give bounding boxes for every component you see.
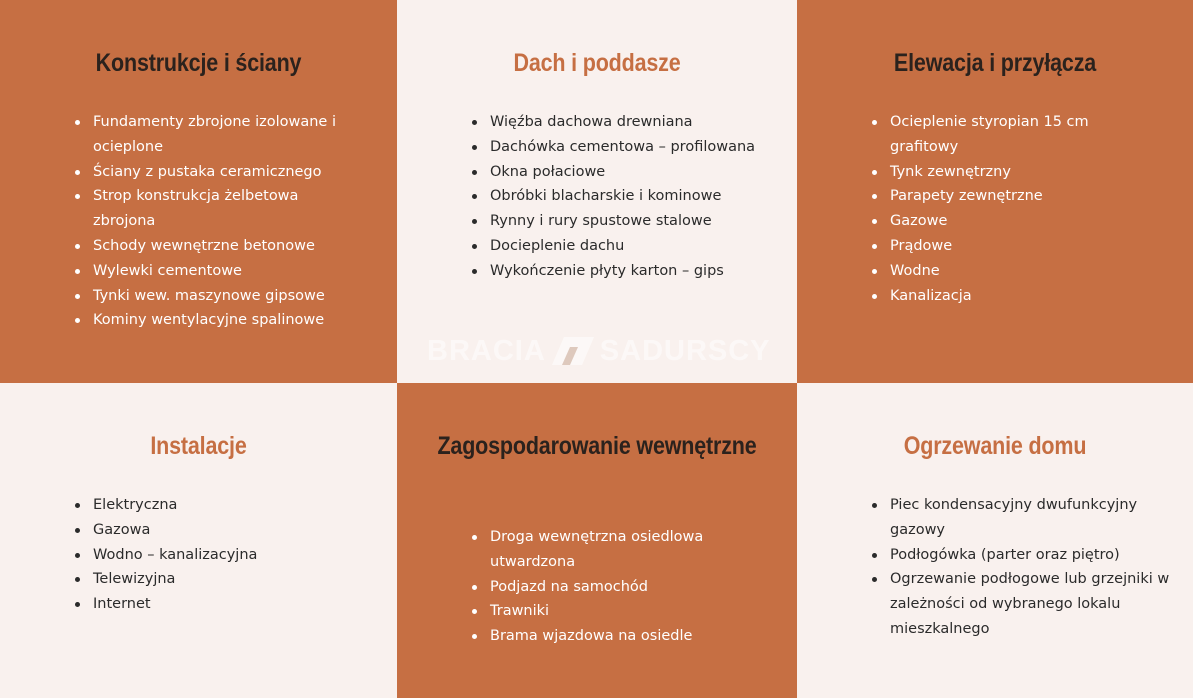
feature-list [75,493,365,617]
list-item: Tynk zewnętrzny [872,160,1152,185]
list-item: Ocieplenie styropian 15 cm grafitowy [872,110,1152,160]
list-item: Wodno – kanalizacyjna [75,543,365,568]
feature-list [472,110,772,284]
section-title: Dach i poddasze [513,49,681,77]
list-item: Ściany z pustaka ceramicznego [75,160,365,185]
list-item: Piec kondensacyjny dwufunkcyjny gazowy [872,493,1172,543]
section-konstrukcje [0,0,397,383]
section-ogrzewanie [797,383,1193,698]
list-item: Droga wewnętrzna osiedlowa utwardzona [472,525,772,575]
list-item: Obróbki blacharskie i kominowe [472,184,772,209]
list-item: Ogrzewanie podłogowe lub grzejniki w zależności od wybranego lokalu mieszkalnego [872,567,1172,641]
list-item: Podłogówka (parter oraz piętro) [872,543,1172,568]
list-item: Trawniki [472,599,772,624]
list-item: Gazowe [872,209,1152,234]
section-title: Instalacje [150,432,247,460]
list-item: Elektryczna [75,493,365,518]
list-item: Internet [75,592,365,617]
list-item: Tynki wew. maszynowe gipsowe [75,284,365,309]
section-title: Konstrukcje i ściany [95,49,302,77]
list-item: Brama wjazdowa na osiedle [472,624,772,649]
list-item: Więźba dachowa drewniana [472,110,772,135]
list-item: Rynny i rury spustowe stalowe [472,209,772,234]
list-item: Docieplenie dachu [472,234,772,259]
feature-list [872,110,1152,308]
list-item: Wylewki cementowe [75,259,365,284]
feature-list [472,525,772,649]
list-item: Wodne [872,259,1152,284]
list-item: Kanalizacja [872,284,1152,309]
list-item: Parapety zewnętrzne [872,184,1152,209]
list-item: Podjazd na samochód [472,575,772,600]
section-dach [397,0,797,383]
section-zagospodarowanie [397,383,797,698]
list-item: Prądowe [872,234,1152,259]
list-item: Gazowa [75,518,365,543]
list-item: Wykończenie płyty karton – gips [472,259,772,284]
list-item: Strop konstrukcja żelbetowa zbrojona [75,184,365,234]
feature-list [75,110,365,333]
section-instalacje [0,383,397,698]
section-title: Elewacja i przyłącza [893,49,1097,77]
feature-list [872,493,1172,642]
list-item: Okna połaciowe [472,160,772,185]
list-item: Kominy wentylacyjne spalinowe [75,308,365,333]
section-elewacja [797,0,1193,383]
list-item: Fundamenty zbrojone izolowane i ocieplone [75,110,365,160]
list-item: Dachówka cementowa – profilowana [472,135,772,160]
section-title: Ogrzewanie domu [903,432,1087,460]
watermark-text-right: SADURSCY [599,334,771,367]
watermark-text-left: BRACIA [427,334,546,367]
list-item: Telewizyjna [75,567,365,592]
section-title: Zagospodarowanie wewnętrzne [437,432,757,460]
list-item: Schody wewnętrzne betonowe [75,234,365,259]
